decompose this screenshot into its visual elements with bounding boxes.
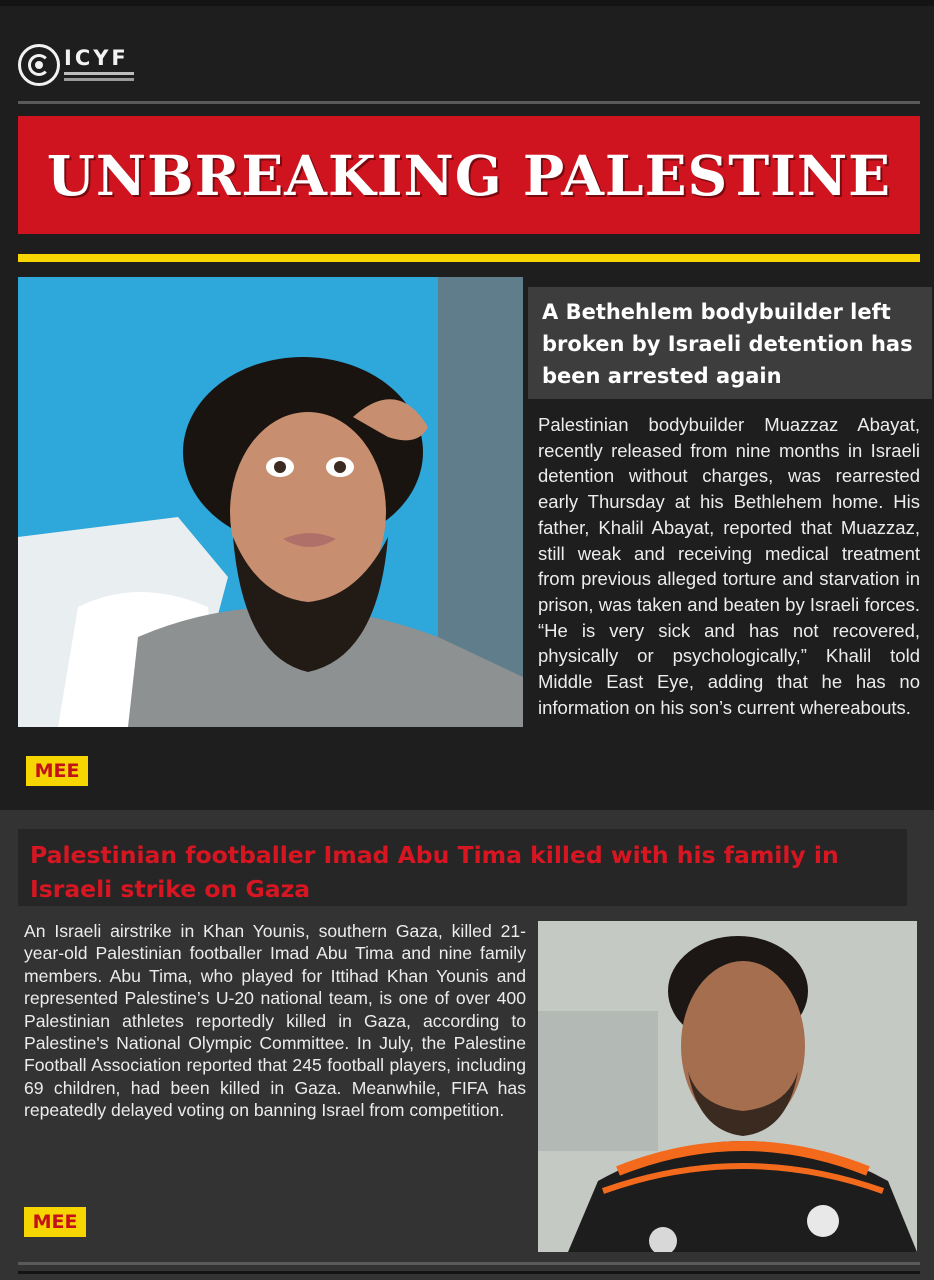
bodybuilder-illustration xyxy=(18,277,523,727)
story2-headline: Palestinian footballer Imad Abu Tima killed with his family in Israeli strike on Gaza xyxy=(30,841,839,903)
bottom-border xyxy=(18,1271,920,1274)
footballer-illustration xyxy=(538,921,917,1252)
logo-tagline-line-2 xyxy=(64,78,134,81)
story1-headline: A Bethehlem bodybuilder left broken by Israeli detention has been arrested again xyxy=(542,300,913,388)
logo-text: ICYF xyxy=(64,46,129,70)
yellow-divider xyxy=(18,254,920,262)
title-banner xyxy=(18,116,920,234)
story1-source-badge: MEE xyxy=(26,756,88,786)
page-title: UNBREAKING PALESTINE xyxy=(46,142,892,208)
icyf-logo xyxy=(18,44,138,90)
logo-emblem-icon xyxy=(18,44,60,86)
story2-source-badge: MEE xyxy=(24,1207,86,1237)
header-divider xyxy=(18,101,920,104)
bodybuilder-photo xyxy=(18,277,523,727)
bottom-divider xyxy=(18,1262,920,1265)
footballer-photo xyxy=(538,921,917,1252)
logo-tagline-line xyxy=(64,72,134,75)
story2-body: An Israeli airstrike in Khan Younis, southern Gaza, killed 21-year-old Palestinian footballer Imad Abu Tima and nine family members. Abu Tima, who played for Ittihad Khan Younis and represented Palestine’s U-20 national team, is one of over 400 Palestinian athletes reportedly killed in Gaza, according to Palestine's National Olympic Committee. In July, the Palestine Football Association reported that 245 football players, including 69 children, had been killed in Gaza. Meanwhile, FIFA has repeatedly delayed voting on banning Israel from competition. xyxy=(24,921,526,1121)
story1-body: Palestinian bodybuilder Muazzaz Abayat, recently released from nine months in Israeli detention without charges, was rearrested early Thursday at his Bethlehem home. His father, Khalil Abayat, reported that Muazzaz, still weak and receiving medical treatment from previous alleged torture and starvation in prison, was taken and beaten by Israeli forces. “He is very sick and has not recovered, physically or psychologically,” Khalil told Middle East Eye, adding that he has no information on his son’s current whereabouts. xyxy=(538,414,920,718)
